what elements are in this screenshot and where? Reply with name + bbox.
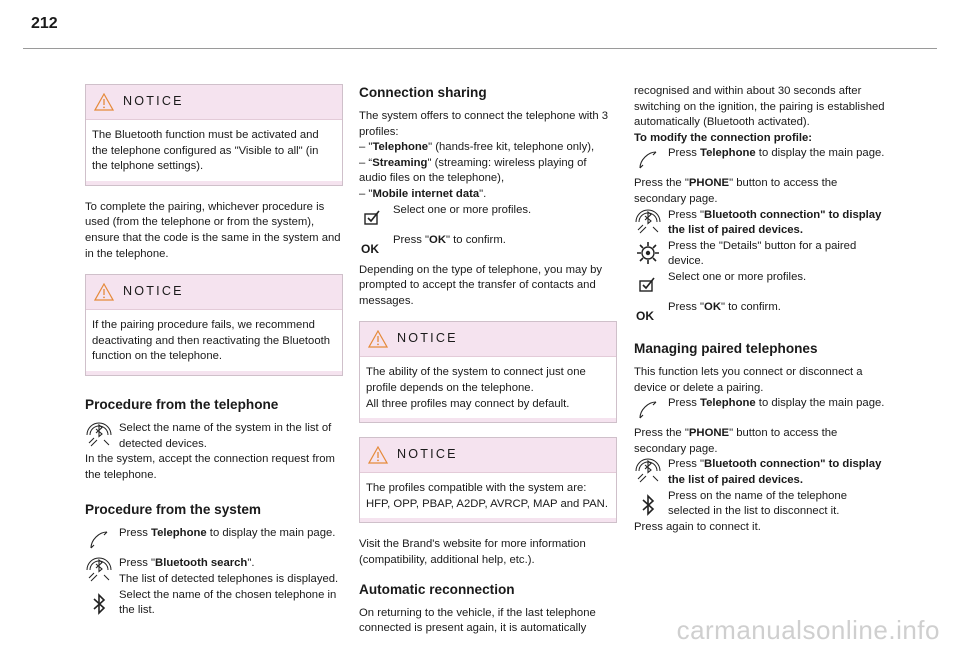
- warning-triangle-icon: [94, 93, 114, 111]
- notice-title: NOTICE: [123, 284, 184, 299]
- notice-box: [85, 84, 343, 186]
- notice-title: NOTICE: [397, 331, 458, 346]
- checkbox-icon: [359, 203, 387, 231]
- bluetooth-icon: [85, 590, 113, 618]
- profile-item: – "Telephone" (hands-free kit, telephone only),: [359, 141, 595, 154]
- step-text: Select the name of the system in the list of detected devices.: [119, 421, 332, 450]
- step-text: Select the name of the chosen telephone in the list.: [119, 588, 337, 617]
- section-heading: Procedure from the telephone: [85, 396, 279, 412]
- instruction-step: [634, 489, 892, 520]
- instruction-step: Press Telephone to display the main page.: [634, 146, 892, 176]
- paragraph: Press again to connect it.: [634, 520, 761, 533]
- profile-item: – "Mobile internet data".: [359, 187, 487, 200]
- instruction-step: Press "Bluetooth connection" to display the list of paired devices.: [634, 208, 892, 239]
- step-text: Press on the name of the telephone selected in the list to disconnect it.: [668, 489, 847, 518]
- ok-icon: OK: [361, 241, 379, 256]
- step-text: Select one or more profiles.: [393, 203, 532, 216]
- instruction-step: [359, 203, 617, 233]
- notice-title: NOTICE: [397, 447, 458, 462]
- instruction-step: [85, 421, 343, 452]
- step-text: Select one or more profiles.: [668, 270, 807, 283]
- step-text: Press the "Details" button for a paired device.: [668, 239, 857, 268]
- paragraph: This function lets you connect or disconnect a device or delete a pairing.: [634, 365, 863, 394]
- telephone-icon: [634, 146, 662, 174]
- paragraph: Depending on the type of telephone, you may by prompted to accept the transfer of contacts and messages.: [359, 263, 603, 307]
- bluetooth-search-icon: [634, 457, 662, 485]
- section-heading: Procedure from the system: [85, 502, 262, 518]
- page-number: 212: [31, 15, 58, 32]
- telephone-icon: [634, 396, 662, 424]
- gear-icon: [634, 239, 662, 267]
- instruction-step: [634, 239, 892, 270]
- notice-box: [85, 274, 343, 376]
- bluetooth-icon: [634, 491, 662, 519]
- instruction-step: Press Telephone to display the main page.: [85, 526, 343, 556]
- profile-item: – “Streaming" (streaming: wireless playing of audio files on the telephone),: [359, 156, 587, 185]
- telephone-icon: [85, 526, 113, 554]
- instruction-step: Press Telephone to display the main page.: [634, 396, 892, 426]
- bluetooth-search-icon: [85, 556, 113, 584]
- checkbox-icon: [634, 270, 662, 298]
- warning-triangle-icon: [94, 283, 114, 301]
- section-heading: Connection sharing: [359, 85, 487, 100]
- notice-text: The ability of the system to connect just one profile depends on the telephone.: [366, 366, 586, 394]
- watermark: carmanualsonline.info: [676, 615, 940, 646]
- paragraph: Press the "PHONE" button to access the secondary page.: [634, 427, 838, 455]
- section-heading: Automatic reconnection: [359, 581, 515, 597]
- column-2: [359, 84, 617, 645]
- column-1: [85, 84, 343, 619]
- bluetooth-search-icon: [85, 421, 113, 449]
- paragraph: On returning to the vehicle, if the last telephone connected is present again, it is automatically: [359, 606, 596, 635]
- notice-box: [359, 321, 617, 423]
- instruction-step: [634, 270, 892, 300]
- instruction-step: Press "Bluetooth search". The list of detected telephones is displayed.: [85, 556, 343, 587]
- notice-text: The profiles compatible with the system are: HFP, OPP, PBAP, A2DP, AVRCP, MAP and PAN.: [366, 482, 608, 510]
- instruction-step: OK Press "OK" to confirm.: [361, 233, 506, 256]
- instruction-step: [85, 588, 343, 619]
- instruction-step: Press "Bluetooth connection" to display the list of paired devices.: [634, 457, 892, 488]
- warning-triangle-icon: [368, 446, 388, 464]
- paragraph: Visit the Brand's website for more information (compatibility, additional help, etc.).: [359, 538, 586, 566]
- paragraph: recognised and within about 30 seconds after switching on the ignition, the pairing is established automatically (Bluetooth activated).: [634, 85, 885, 129]
- header-divider: [23, 48, 937, 49]
- ok-icon: OK: [636, 308, 654, 323]
- notice-title: NOTICE: [123, 94, 184, 108]
- paragraph: To complete the pairing, whichever procedure is used (from the telephone or from the system), ensure that the code is the same in the system and in the telephone.: [85, 200, 341, 260]
- notice-text: The Bluetooth function must be activated and the telephone configured as "Visible to all" (in the telphone settings).: [92, 129, 319, 173]
- notice-box: [359, 437, 617, 523]
- notice-text: If the pairing procedure fails, we recommend deactivating and then reactivating the Bluetooth function on the telephone.: [92, 319, 331, 363]
- column-3: [634, 84, 892, 535]
- section-heading: Managing paired telephones: [634, 340, 818, 356]
- instruction-step: OK Press "OK" to confirm.: [636, 300, 781, 323]
- warning-triangle-icon: [368, 330, 388, 348]
- paragraph: Press the "PHONE" button to access the secondary page.: [634, 177, 838, 205]
- notice-text: All three profiles may connect by default.: [366, 397, 570, 410]
- paragraph: In the system, accept the connection request from the telephone.: [85, 453, 335, 481]
- paragraph: The system offers to connect the telephone with 3 profiles:: [359, 110, 609, 138]
- bluetooth-search-icon: [634, 208, 662, 236]
- subheading: To modify the connection profile:: [634, 131, 813, 144]
